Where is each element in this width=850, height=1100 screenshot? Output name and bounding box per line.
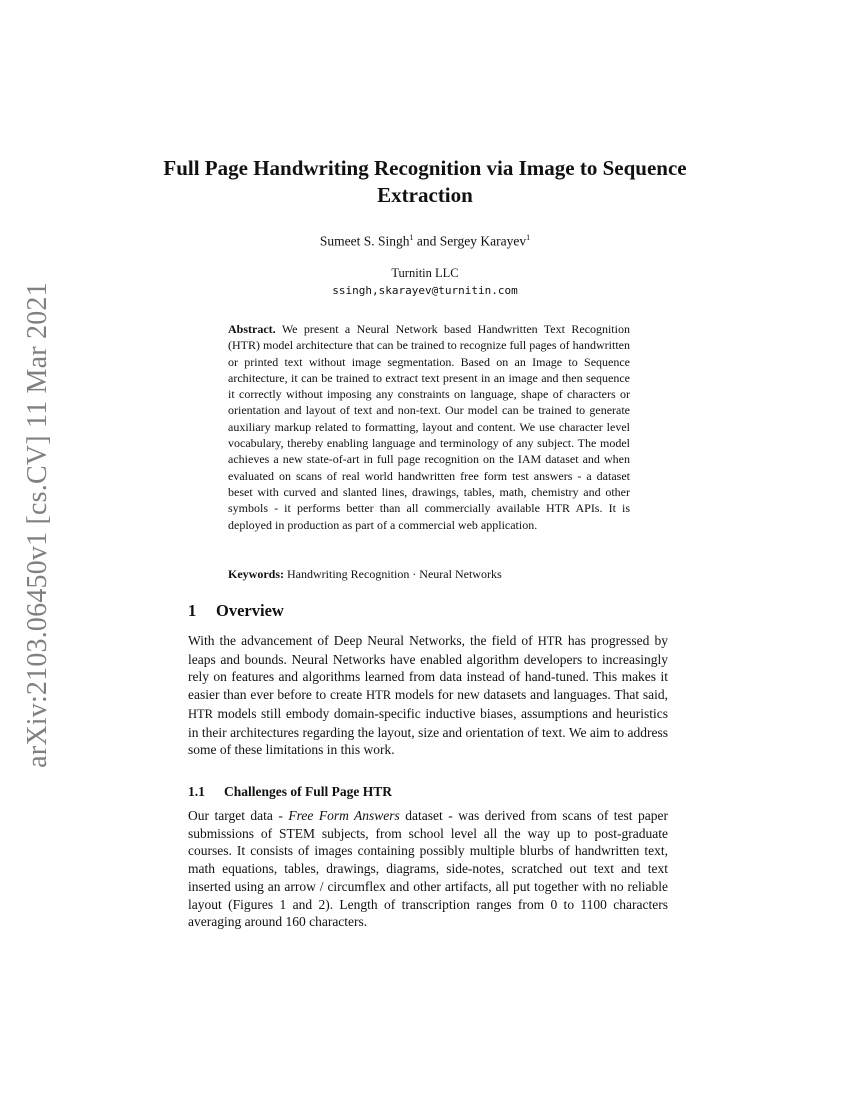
keywords-label: Keywords:: [228, 567, 284, 581]
paragraph-text: dataset - was derived from scans of test paper submissions of STEM subjects, from school level all the way up to post-graduate courses. It consists of images containing possibly multiple blurbs of handwritten text, math equations, tables, drawings, diagrams, side-notes, scratched out text and text inserted using an arrow / circumflex and other artifacts, all put together with no reliable layout (Figures 1 and 2). Length of transcription ranges from 0 to 1100 characters averaging around 160 characters.: [188, 808, 668, 930]
subsection-heading: [188, 784, 392, 800]
paragraph-text: models for new datasets and languages. That said,: [391, 687, 669, 703]
author-conjunction: and: [413, 233, 440, 249]
arxiv-stamp: [18, 282, 58, 768]
challenges-paragraph: [188, 807, 668, 931]
overview-paragraph: [188, 632, 668, 759]
paper-title: Full Page Handwriting Recognition via Image to Sequence Extraction: [163, 156, 687, 207]
abstract: [228, 321, 630, 533]
abstract-text: We present a Neural Network based Handwritten Text Recognition (HTR) model architecture that can be trained to recognize full pages of handwritten or printed text without image segmentation. Based on an Image to Sequence architecture, it can be trained to extract text present in an image and then sequence it correctly without imposing any constraints on language, shape of characters or orientation and layout of text and non-text. Our model can be trained to generate auxiliary markup related to formatting, layout and content. We use character level vocabulary, thereby enabling language and terminology of any subject. The model achieves a new state-of-art in full page recognition on the IAM dataset and when evaluated on scans of real world handwritten free form test answers - a dataset beset with curved and slanted lines, drawings, tables, math, chemistry and other symbols - it performs better than all commercially available HTR APIs. It is deployed in production as part of a commercial web application.: [228, 322, 630, 532]
section-heading: [188, 601, 284, 621]
author-name: Sergey Karayev: [439, 233, 527, 249]
author-name: Sumeet S. Singh: [319, 233, 410, 249]
paragraph-text: models still embody domain-specific inductive biases, assumptions and heuristics in their architectures regarding the layout, size and orientation of text. We aim to address some of these limitations in this work.: [188, 705, 668, 758]
keywords: [228, 567, 630, 582]
arxiv-id: arXiv:2103.06450v1 [cs.CV] 11 Mar 2021: [22, 282, 53, 768]
abbreviation: HTR: [537, 634, 563, 648]
paragraph-text: With the advancement of Deep Neural Networks, the field of: [188, 633, 538, 648]
abstract-label: Abstract.: [228, 322, 276, 336]
subsection-title: Challenges of Full Page HTR: [224, 784, 392, 799]
abbreviation: HTR: [366, 688, 392, 703]
affiliation-mark: 1: [526, 233, 531, 242]
author-email: ssingh,skarayev@turnitin.com: [332, 284, 518, 297]
keywords-text: Handwriting Recognition · Neural Networks: [287, 567, 502, 581]
dataset-name: Free Form Answers: [288, 808, 400, 823]
subsection-number: 1.1: [188, 784, 205, 799]
author-list: [150, 233, 700, 250]
section-number: 1: [188, 601, 197, 620]
abbreviation: HTR: [188, 706, 213, 721]
paragraph-text: Our target data -: [188, 808, 289, 823]
affiliation: [150, 265, 700, 299]
section-title: Overview: [216, 601, 284, 620]
paragraph-text: has progressed by leaps and bounds. Neural Networks have enabled algorithm developers to increasingly rely on features and algorithms learned from data instead of hand-tuned. This makes it easier than ever before to create: [188, 633, 668, 703]
organization: Turnitin LLC: [391, 266, 459, 280]
affiliation-mark: 1: [409, 233, 414, 242]
